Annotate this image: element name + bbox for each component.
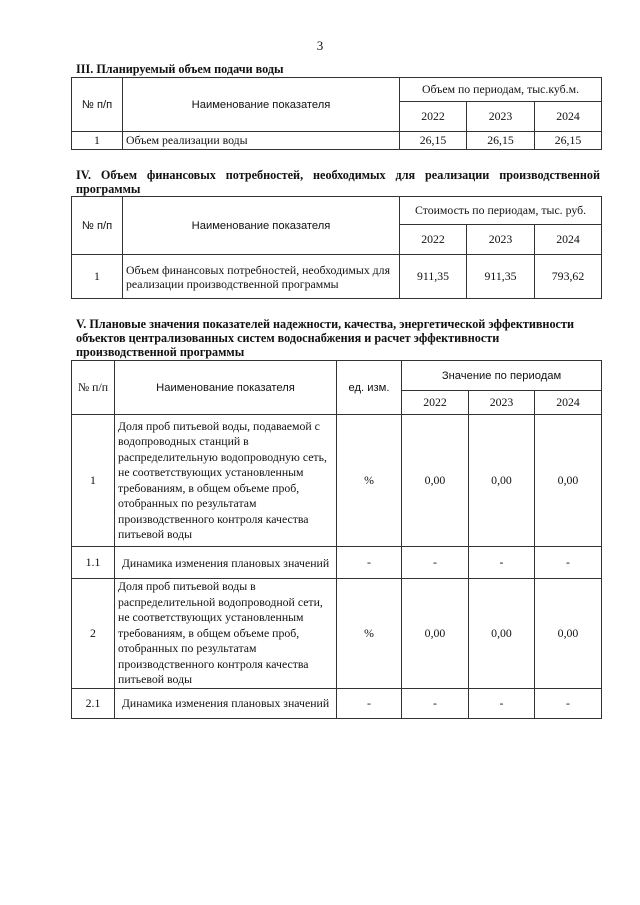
- row-value: 26,15: [535, 132, 602, 150]
- row-value: -: [402, 688, 469, 718]
- row-name: Динамика изменения плановых значений: [115, 688, 337, 718]
- row-value: -: [535, 688, 602, 718]
- reliability-indicators-table: [71, 360, 602, 719]
- water-supply-volume-table: [71, 77, 602, 150]
- row-value: 0,00: [402, 579, 469, 689]
- year-header: 2024: [535, 102, 602, 132]
- row-number: 1.1: [72, 547, 115, 579]
- year-header: 2022: [400, 102, 467, 132]
- column-header-number: № п/п: [72, 361, 115, 415]
- row-unit: -: [337, 547, 402, 579]
- table-row: [72, 132, 602, 150]
- column-header-number: № п/п: [72, 197, 123, 255]
- column-header-number: № п/п: [72, 78, 123, 132]
- row-value: 0,00: [535, 415, 602, 547]
- row-unit: %: [337, 579, 402, 689]
- table-row: [72, 415, 602, 547]
- year-header: 2023: [467, 102, 535, 132]
- year-header: 2022: [400, 225, 467, 255]
- table-row: [72, 255, 602, 299]
- row-value: 0,00: [469, 579, 535, 689]
- financial-needs-table: [71, 196, 602, 299]
- year-header: 2022: [402, 391, 469, 415]
- row-name: Объем финансовых потребностей, необходимых для реализации производственной программы: [123, 255, 400, 299]
- row-name: Доля проб питьевой воды, подаваемой с водопроводных станций в распределительную водопроводную сеть, не соответствующих установленным требованиям, в общем объеме проб, отобранных по результатам производственного контроля качества питьевой воды: [115, 415, 337, 547]
- table-row: [72, 547, 602, 579]
- row-value: -: [469, 547, 535, 579]
- section-5-heading: V. Плановые значения показателей надежности, качества, энергетической эффективности объектов централизованных систем водоснабжения и расчет эффективности производственной программы: [76, 317, 574, 359]
- table-row: [72, 688, 602, 718]
- row-value: -: [402, 547, 469, 579]
- year-header: 2024: [535, 391, 602, 415]
- column-header-name: Наименование показателя: [115, 361, 337, 415]
- column-header-name: Наименование показателя: [123, 78, 400, 132]
- row-value: 911,35: [400, 255, 467, 299]
- row-value: 0,00: [402, 415, 469, 547]
- table-row: [72, 579, 602, 689]
- row-name: Динамика изменения плановых значений: [115, 547, 337, 579]
- row-name: Доля проб питьевой воды в распределительной водопроводной сети, не соответствующих установленным требованиям, в общем объеме проб, отобранных по результатам производственного контроля качества питьевой воды: [115, 579, 337, 689]
- row-number: 1: [72, 415, 115, 547]
- year-header: 2024: [535, 225, 602, 255]
- row-number: 2.1: [72, 688, 115, 718]
- row-unit: -: [337, 688, 402, 718]
- row-value: -: [535, 547, 602, 579]
- page-number: 3: [316, 38, 324, 53]
- year-header: 2023: [467, 225, 535, 255]
- column-header-period: Объем по периодам, тыс.куб.м.: [400, 78, 602, 102]
- year-header: 2023: [469, 391, 535, 415]
- row-value: 793,62: [535, 255, 602, 299]
- row-value: 0,00: [469, 415, 535, 547]
- column-header-unit: ед. изм.: [337, 361, 402, 415]
- row-number: 2: [72, 579, 115, 689]
- column-header-period: Стоимость по периодам, тыс. руб.: [400, 197, 602, 225]
- section-4-heading: IV. Объем финансовых потребностей, необходимых для реализации производственной программы: [76, 168, 600, 196]
- row-unit: %: [337, 415, 402, 547]
- section-3-heading: III. Планируемый объем подачи воды: [76, 62, 284, 76]
- column-header-name: Наименование показателя: [123, 197, 400, 255]
- row-value: 26,15: [467, 132, 535, 150]
- row-value: 26,15: [400, 132, 467, 150]
- row-number: 1: [72, 255, 123, 299]
- column-header-period: Значение по периодам: [402, 361, 602, 391]
- row-value: -: [469, 688, 535, 718]
- row-value: 0,00: [535, 579, 602, 689]
- row-value: 911,35: [467, 255, 535, 299]
- row-number: 1: [72, 132, 123, 150]
- row-name: Объем реализации воды: [123, 132, 400, 150]
